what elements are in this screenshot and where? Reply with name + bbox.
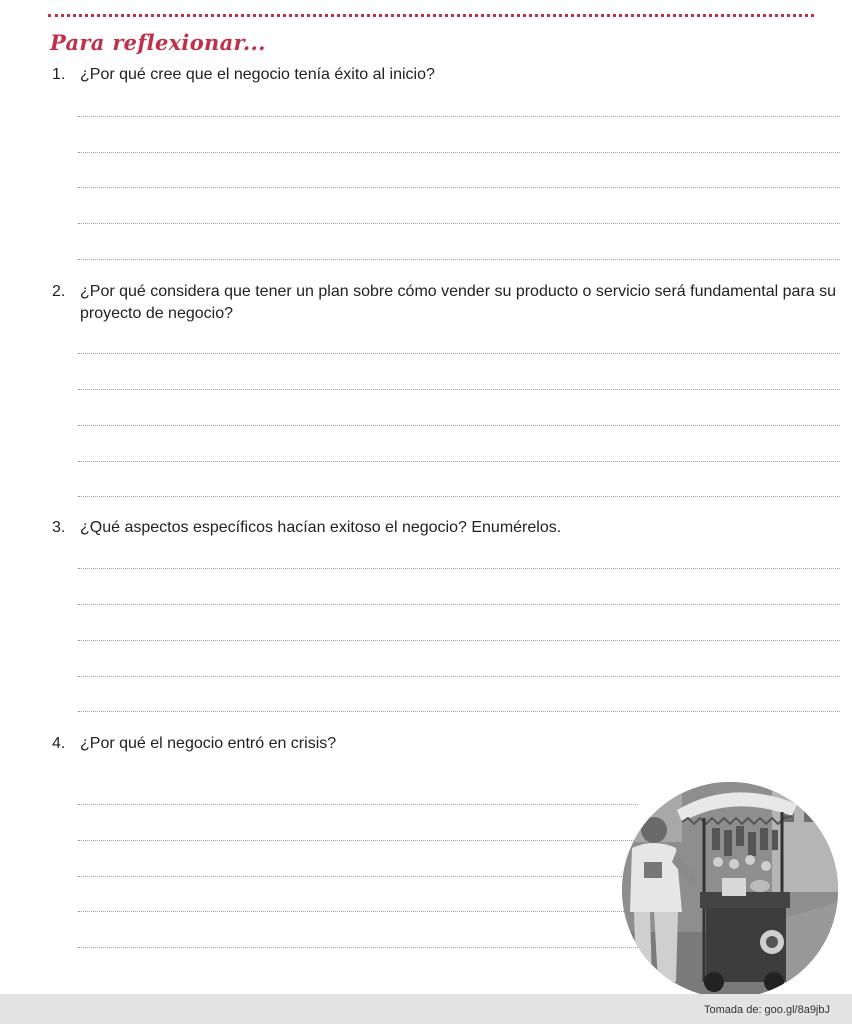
section-title: Para reflexionar...: [50, 30, 266, 55]
street-vendor-photo: [622, 782, 838, 998]
answer-line[interactable]: [78, 116, 840, 117]
answer-line[interactable]: [78, 947, 638, 948]
answer-line[interactable]: [78, 425, 840, 426]
answer-line[interactable]: [78, 223, 840, 224]
answer-line[interactable]: [78, 840, 638, 841]
answer-line[interactable]: [78, 259, 840, 260]
answer-line[interactable]: [78, 876, 638, 877]
answer-line[interactable]: [78, 711, 840, 712]
top-dotted-divider: [48, 14, 814, 17]
street-vendor-illustration: [622, 782, 838, 998]
answer-line[interactable]: [78, 804, 638, 805]
question-text: ¿Qué aspectos específicos hacían exitoso el negocio? Enumérelos.: [80, 519, 562, 536]
answer-line[interactable]: [78, 604, 840, 605]
answer-line[interactable]: [78, 640, 840, 641]
question-3: [52, 517, 842, 539]
answer-line[interactable]: [78, 389, 840, 390]
question-text: ¿Por qué cree que el negocio tenía éxito al inicio?: [80, 66, 435, 83]
question-number: 3.: [52, 519, 66, 536]
answer-line[interactable]: [78, 187, 840, 188]
answer-line[interactable]: [78, 461, 840, 462]
question-number: 2.: [52, 283, 66, 300]
answer-line[interactable]: [78, 911, 638, 912]
answer-line[interactable]: [78, 152, 840, 153]
answer-line[interactable]: [78, 568, 840, 569]
answer-line[interactable]: [78, 353, 840, 354]
question-2: [52, 281, 842, 325]
answer-line[interactable]: [78, 496, 840, 497]
question-text: ¿Por qué considera que tener un plan sobre cómo vender su producto o servicio será fundamental para su proyecto de negocio?: [80, 283, 836, 322]
question-text: ¿Por qué el negocio entró en crisis?: [80, 735, 337, 752]
question-number: 1.: [52, 66, 66, 83]
question-1: [52, 64, 842, 86]
answer-line[interactable]: [78, 676, 840, 677]
question-4: [52, 733, 842, 755]
question-number: 4.: [52, 735, 66, 752]
image-credit: Tomada de: goo.gl/8a9jbJ: [704, 1004, 830, 1016]
